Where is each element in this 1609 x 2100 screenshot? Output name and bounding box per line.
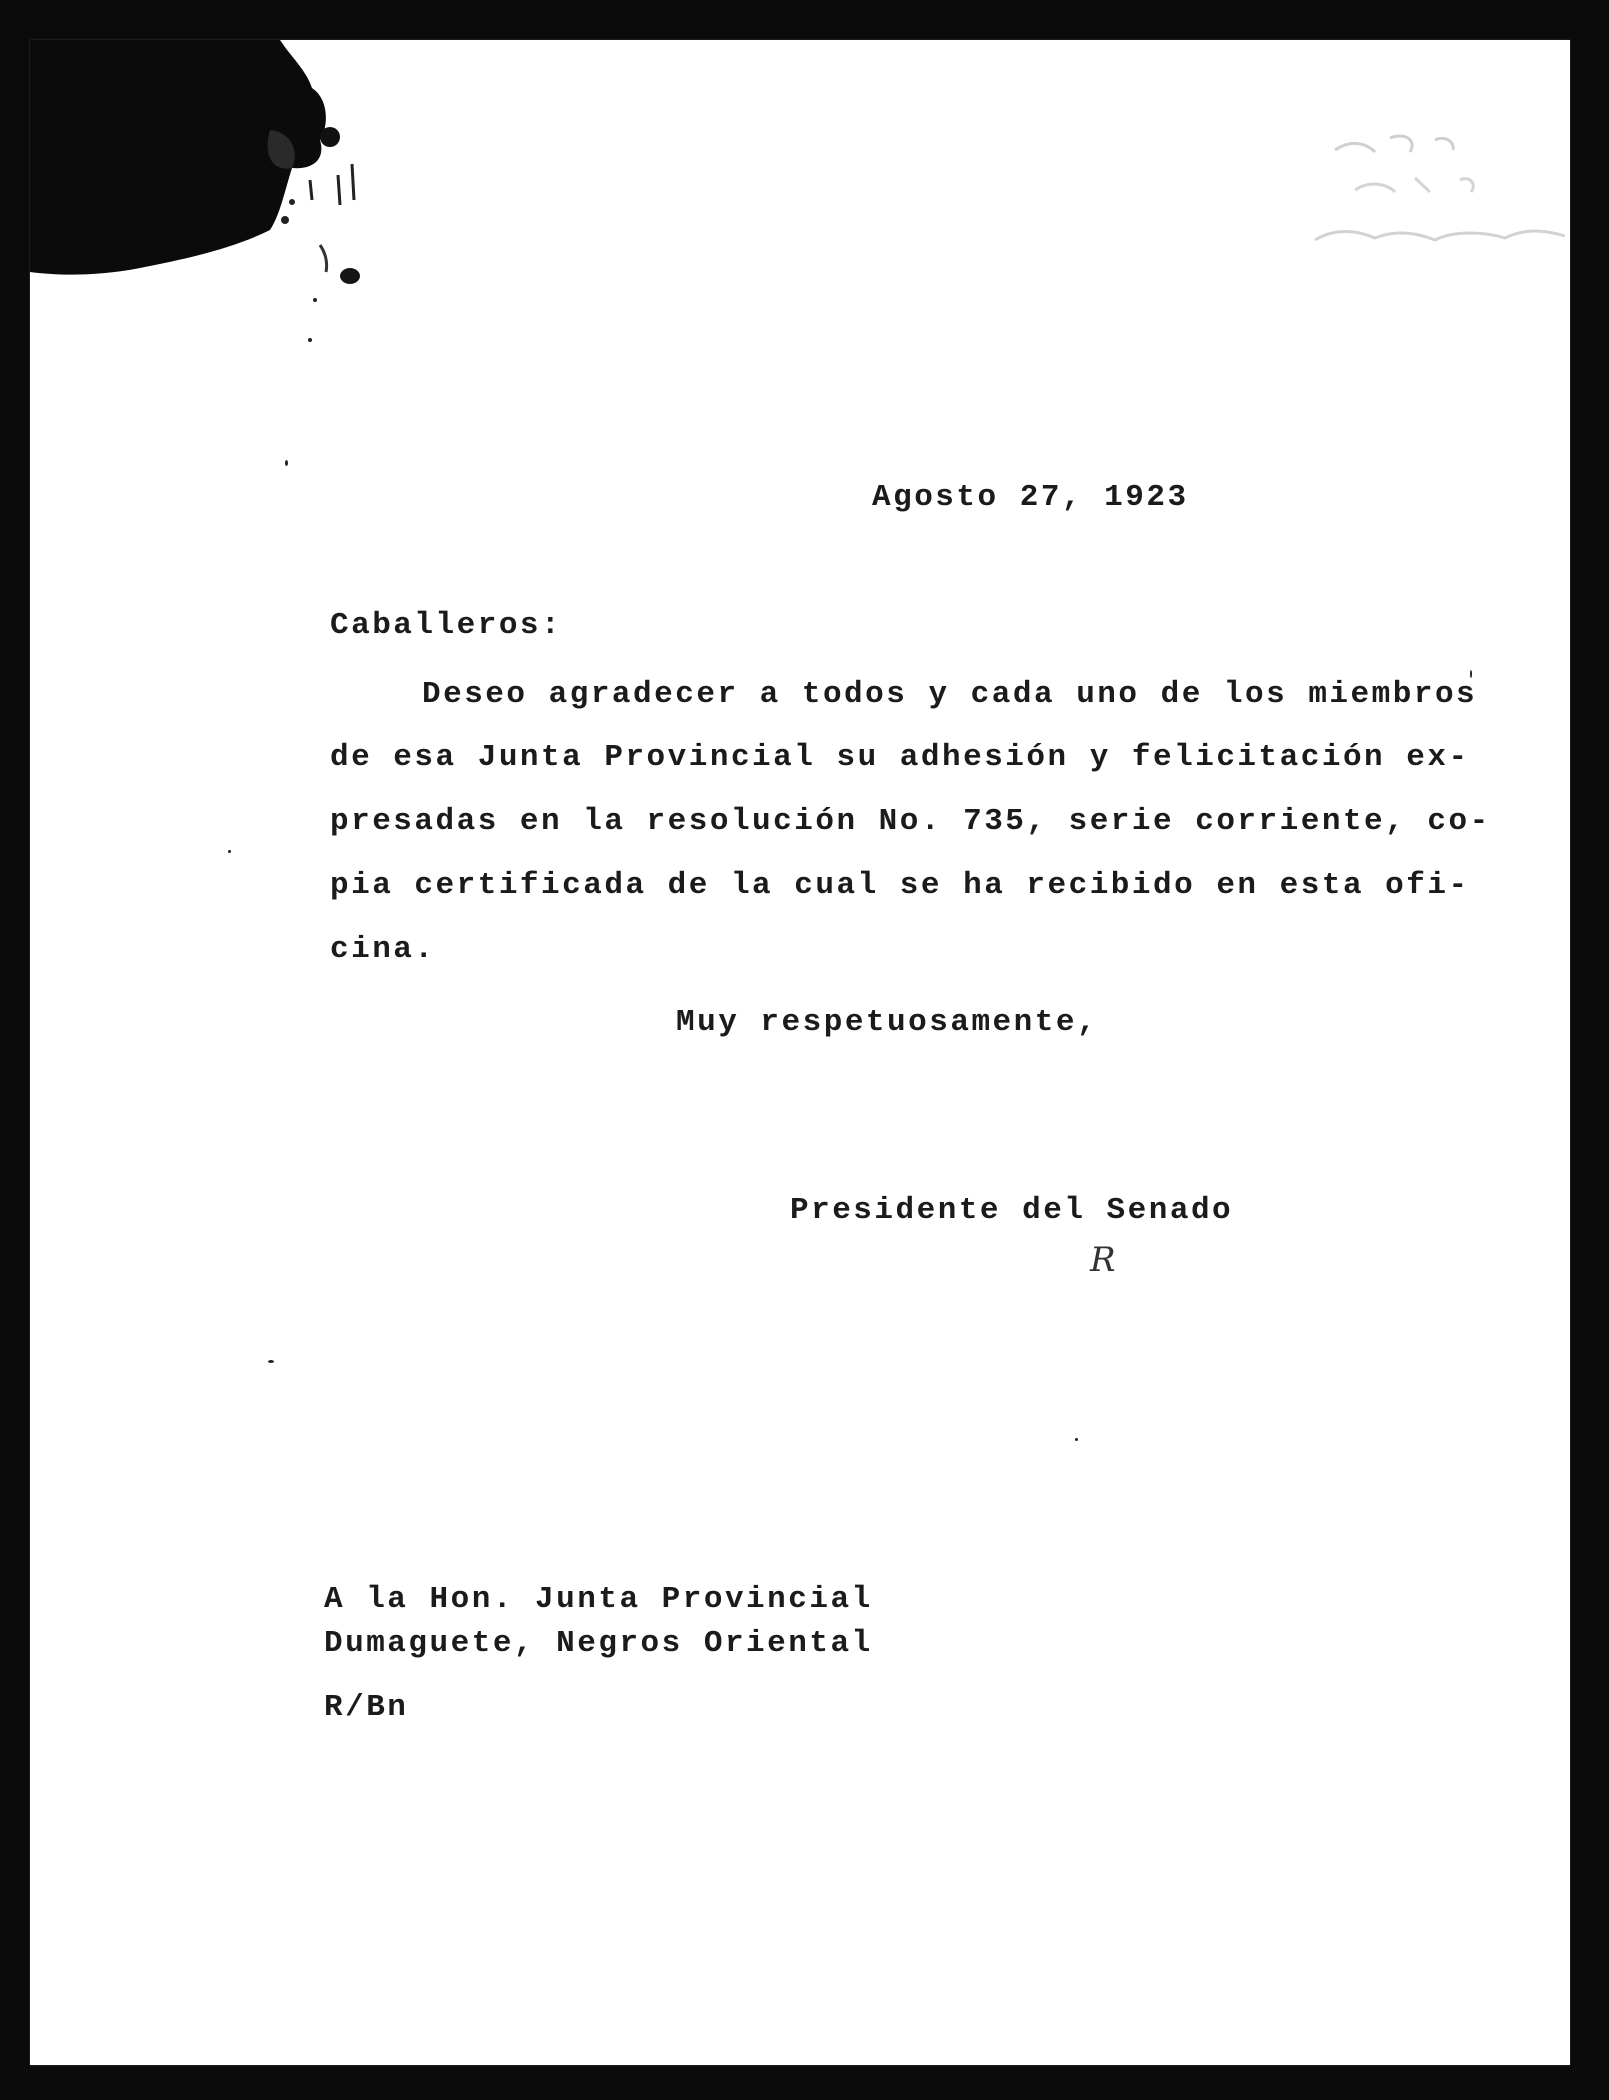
- ink-speck: [268, 1360, 274, 1363]
- salutation: Caballeros:: [330, 608, 563, 643]
- body-line-2: de esa Junta Provincial su adhesión y felicitación ex-: [330, 740, 1470, 775]
- ink-speck: [285, 460, 288, 466]
- torn-corner-stain: [30, 40, 370, 370]
- reference-initials: R/Bn: [324, 1690, 409, 1725]
- faint-handwritten-notation: [1295, 80, 1609, 280]
- address-line-1: A la Hon. Junta Provincial: [324, 1582, 873, 1617]
- address-line-2: Dumaguete, Negros Oriental: [324, 1626, 873, 1661]
- paper-sheet: [30, 40, 1570, 2065]
- body-line-4: pia certificada de la cual se ha recibido en esta ofi-: [330, 868, 1470, 903]
- body-line-3: presadas en la resolución No. 735, serie corriente, co-: [330, 804, 1491, 839]
- ink-speck: [1075, 1438, 1078, 1441]
- letter-date: Agosto 27, 1923: [872, 480, 1189, 515]
- ink-speck: [228, 850, 231, 853]
- body-line-1: Deseo agradecer a todos y cada uno de los miembros: [422, 677, 1478, 712]
- handwritten-initial: R: [1090, 1240, 1116, 1280]
- body-line-5: cina.: [330, 932, 436, 967]
- closing: Muy respetuosamente,: [676, 1005, 1099, 1040]
- signature-title: Presidente del Senado: [790, 1193, 1234, 1228]
